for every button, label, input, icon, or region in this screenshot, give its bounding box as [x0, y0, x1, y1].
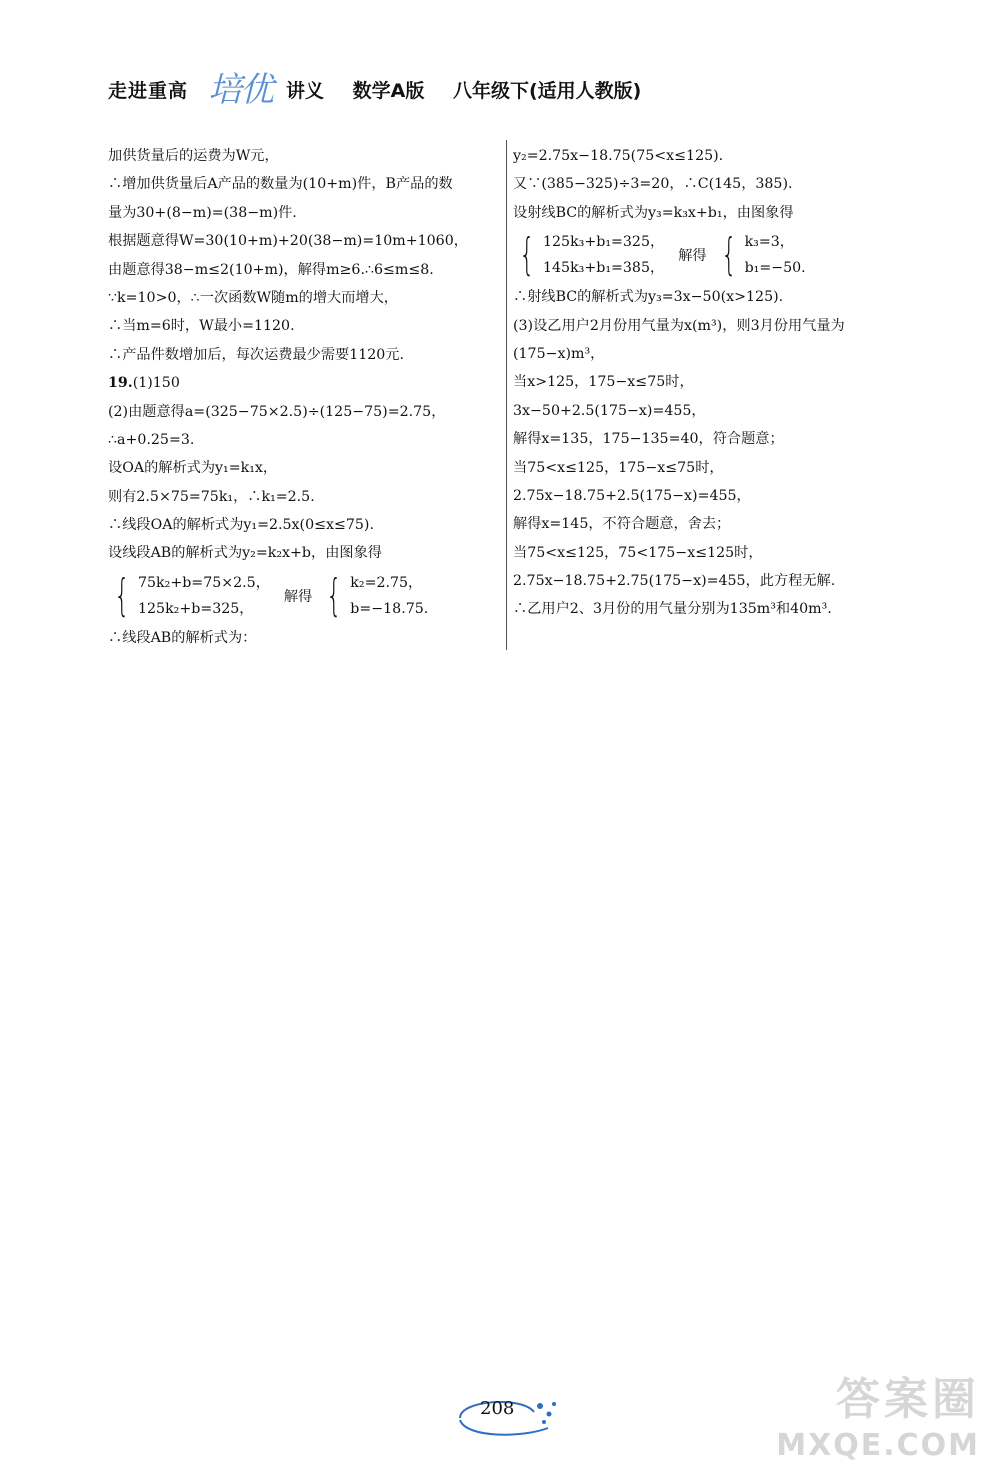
- header-subject: 数学A版: [352, 80, 425, 102]
- text-line: 当75<x≤125，75<175−x≤125时，: [513, 544, 763, 561]
- text-line: ∴乙用户2、3月份的用气量分别为135m³和40m³.: [513, 601, 832, 618]
- text-line: 则有2.5×75=75k₁，∴k₁=2.5.: [108, 488, 315, 505]
- solution: k₂=2.75，: [350, 574, 423, 591]
- brace-icon: {: [114, 569, 130, 621]
- page-number: 208: [480, 1398, 515, 1419]
- brace-icon: {: [326, 569, 342, 621]
- text-line: 设线段AB的解析式为y₂=k₂x+b，由图象得: [108, 545, 382, 562]
- equation: 145k₃+b₁=385，: [543, 260, 665, 277]
- text-line: ∴当m=6时，W最小=1120.: [108, 318, 295, 335]
- equation: 75k₂+b=75×2.5，: [138, 574, 270, 591]
- header-subtitle-group: [286, 76, 663, 103]
- text-line: ∴a+0.25=3.: [108, 431, 195, 448]
- text-line: 设射线BC的解析式为y₃=k₃x+b₁，由图象得: [513, 204, 794, 221]
- page-footer: [452, 1392, 562, 1442]
- solution: b₁=−50.: [744, 260, 806, 277]
- left-column: [108, 142, 503, 652]
- question-19-part1: [108, 369, 503, 397]
- text-line: ∴射线BC的解析式为y₃=3x−50(x>125).: [513, 289, 784, 306]
- question-number: 19.: [108, 375, 133, 392]
- brand-logo: 培优: [208, 70, 272, 110]
- text-line: ∴增加供货量后A产品的数量为(10+m)件，B产品的数: [108, 176, 453, 193]
- text-line: (3)设乙用户2月份用气量为x(m³)，则3月份用气量为: [513, 317, 845, 334]
- solve-label: 解得: [678, 248, 707, 265]
- text-line: (2)由题意得a=(325−75×2.5)÷(125−75)=2.75，: [108, 403, 446, 420]
- text-line: ∴线段AB的解析式为：: [108, 629, 257, 646]
- text-line: 当75<x≤125，175−x≤75时，: [513, 459, 724, 476]
- text-line: 当x>125，175−x≤75时，: [513, 374, 694, 391]
- text-line: 设OA的解析式为y₁=k₁x，: [108, 460, 278, 477]
- text-line: 根据题意得W=30(10+m)+20(38−m)=10m+1060，: [108, 233, 468, 250]
- right-column: [513, 142, 933, 624]
- brace-icon: {: [519, 229, 535, 281]
- text-line: 又∵(385−325)÷3=20，∴C(145，385).: [513, 176, 793, 193]
- solution: b=−18.75.: [350, 600, 429, 617]
- brace-icon: {: [720, 229, 737, 281]
- solution: k₃=3，: [744, 234, 794, 251]
- header-subtitle: 讲义: [286, 80, 325, 102]
- answer-part1: (1)150: [132, 375, 180, 392]
- text-line: 2.75x−18.75+2.75(175−x)=455，此方程无解.: [513, 573, 836, 590]
- equation: 125k₃+b₁=325，: [543, 234, 665, 251]
- text-line: 由题意得38−m≤2(10+m)，解得m≥6.∴6≤m≤8.: [108, 261, 434, 278]
- text-line: ∵k=10>0，∴一次函数W随m的增大而增大，: [108, 289, 398, 306]
- text-line: ∴产品件数增加后，每次运费最少需要1120元.: [108, 346, 404, 363]
- text-line: 解得x=135，175−135=40，符合题意；: [513, 431, 784, 448]
- equation-system-2: [513, 227, 933, 283]
- watermark-logo: 答案圈: [836, 1374, 980, 1425]
- page-header: [108, 62, 668, 122]
- text-line: 3x−50+2.5(175−x)=455，: [513, 402, 706, 419]
- equation: 125k₂+b=325，: [138, 600, 254, 617]
- equation-system-1: [108, 568, 503, 624]
- text-line: 加供货量后的运费为W元，: [108, 148, 279, 164]
- series-title: 走进重高: [108, 80, 189, 102]
- text-line: y₂=2.75x−18.75(75<x≤125).: [513, 148, 724, 164]
- header-grade: 八年级下(适用人教版): [452, 80, 642, 102]
- watermark-url: MXQE.COM: [776, 1428, 980, 1463]
- text-line: ∴线段OA的解析式为y₁=2.5x(0≤x≤75).: [108, 517, 374, 534]
- text-line: 2.75x−18.75+2.5(175−x)=455，: [513, 487, 751, 504]
- column-divider: [506, 140, 507, 650]
- text-line: 解得x=145，不符合题意，舍去；: [513, 516, 731, 533]
- solve-label: 解得: [283, 588, 313, 605]
- text-line: (175−x)m³，: [513, 345, 605, 362]
- text-line: 量为30+(8−m)=(38−m)件.: [108, 204, 297, 221]
